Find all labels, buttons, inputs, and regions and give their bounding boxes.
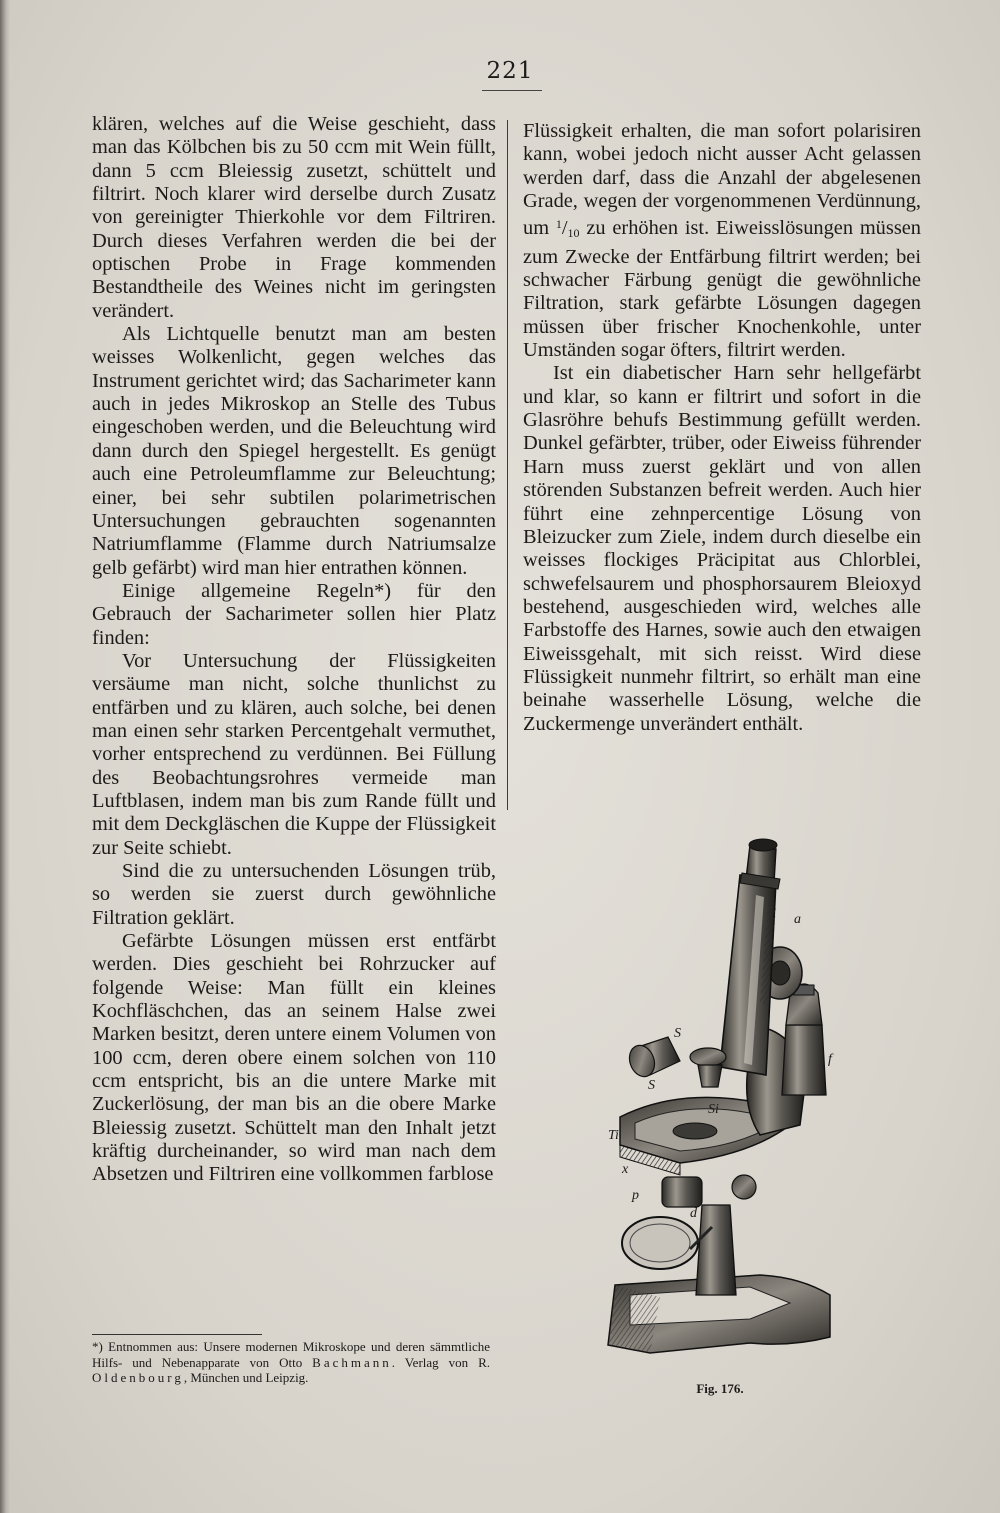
nosepiece-objectives <box>625 1037 726 1087</box>
left-paragraph-1: klären, welches auf die Weise geschieht, dass man das Kölbchen bis zu 50 ccm mit Wein füllt, dann 5 ccm Bleiessig zusetzt, schüttelt und filtrirt. Noch klarer wird derselbe durch Zusatz von gereinigter Thierkohle vor dem Filtriren. Durch dieses Verfahren werden die bei der optischen Probe in Frage kommenden Bestandtheile des Weines nicht im geringsten verändert. <box>92 113 496 322</box>
right-paragraph-1-text-b: zu erhöhen ist. Eiweisslösungen müssen zum Zwecke der Entfärbung filtrirt werden; bei schwacher Färbung genügt die gewöhnliche Filtration, stark gefärbte Lösungen dagegen müssen über frischer Knochenkohle, unter Umständen sogar öfters, filtrirt werden. <box>523 217 921 362</box>
figure-label-x: x <box>622 1162 629 1177</box>
body-tube <box>720 875 776 1075</box>
microscope-illustration <box>590 825 890 1385</box>
left-column <box>92 113 496 1187</box>
figure-label-si: Si <box>708 1102 719 1117</box>
figure-label-ti: Ti <box>608 1128 619 1143</box>
pillar-knob <box>732 1175 756 1199</box>
figure-caption: Fig. 176. <box>696 1381 744 1396</box>
eyepiece <box>740 839 780 889</box>
right-column <box>523 120 921 736</box>
footnote <box>92 1339 490 1386</box>
page-number: 221 <box>486 58 534 84</box>
left-paragraph-2: Als Lichtquelle benutzt man am besten weisses Wolkenlicht, gegen welches das Instrument gerichtet wird; das Sacharimeter kann auch in jedes Mikroskop an Stelle des Tubus eingeschoben werden, und die Beleuchtung wird dann durch den Spiegel hergestellt. Es genügt auch eine Petroleumflamme zur Beleuchtung; einer, bei sehr subtilen polarimetrischen Untersuchungen gebrauchten sogenannten Natriumflamme (Flamme durch Natriumsalze gelb gefärbt) wird man hier entrathen können. <box>92 323 496 579</box>
left-paragraph-5: Sind die zu untersuchenden Lösungen trüb, so werden sie zuerst durch gewöhnliche Filtration geklärt. <box>92 860 496 929</box>
left-paragraph-4: Vor Untersuchung der Flüssigkeiten versäume man nicht, solche thunlichst zu entfärben und zu klären, auch solche, bei denen man einen sehr starken Percentgehalt vermuthet, vorher entsprechend zu verdünnen. Bei Füllung des Beobachtungsrohres vermeide man Luftblasen, indem man bis zum Rande füllt und mit dem Deckgläschen die Kuppe der Flüssigkeit zur Seite schiebt. <box>92 649 496 859</box>
figure-label-p: p <box>632 1188 639 1203</box>
right-paragraph-2: Ist ein diabetischer Harn sehr hellgefärbt und klar, so kann er filtrirt und sofort in die Glasröhre behufs Bestimmung gefüllt werden. Dunkel gefärbter, trüber, oder Eiweiss führender Harn muss zuerst geklärt und von allen störenden Substanzen befreit werden. Auch hier führt eine zehnpercentige Lösung von Bleizucker zum Ziele, indem durch dieselbe ein weisses flockiges Präcipitat aus Chlorblei, schwefelsaurem und phosphorsaurem Bleioxyd bestehend, ausgeschieden wird, welches alle Farbstoffe des Harnes, sowie auch den etwaigen Eiweissgehalt, mit sich reisst. Wird diese Flüssigkeit nunmehr filtrirt, so erhält man eine beinahe wasserhelle Lösung, welche die Zuckermenge unverändert enthält. <box>523 362 921 735</box>
fine-focus-column <box>782 984 826 1095</box>
footnote-rule <box>92 1334 262 1335</box>
footnote-marker: *) <box>92 1339 103 1354</box>
microscope-pillar <box>696 1205 736 1295</box>
fraction-numerator: 1 <box>555 217 562 232</box>
figure-label-s-lower: S <box>648 1078 655 1093</box>
footnote-text-b: . Verlag von R. <box>391 1354 490 1370</box>
left-paragraph-6: Gefärbte Lösungen müssen erst entfärbt werden. Dies geschieht bei Rohrzucker auf folgende Weise: Man füllt ein kleines Kochfläschchen, das an seinem Halse zwei Marken besitzt, deren untere einem Volumen von 100 ccm, deren obere einem solchen von 110 ccm entspricht, bis an die untere Marke mit Zuckerlösung, der man bis an die obere Marke Bleiessig zusetzt. Schüttelt man den Inhalt jetzt kräftig durcheinander, so wird man nach dem Absetzen und Filtriren eine vollkommen farblose <box>92 930 496 1186</box>
figure-label-s-upper: S <box>674 1026 681 1041</box>
page-binding-edge <box>0 0 10 1513</box>
footnote-text-c: , München und Leipzig. <box>183 1370 309 1385</box>
right-paragraph-1: Flüssigkeit erhalten, die man sofort polarisiren kann, wobei jedoch nicht ausser Acht gelassen werden darf, dass die Anzahl der abgelesenen Grade, wegen der vorgenommenen Verdünnung, um $^1/_{10}$ zu erhöhen ist. Eiweisslösungen müssen zum Zwecke der Entfärbung filtrirt werden; bei schwacher Färbung genügt die gewöhnliche Filtration, stark gefärbte Lösungen dagegen müssen über frischer Knochenkohle, unter Umständen sogar öfters, filtrirt werden. <box>523 120 921 362</box>
footnote-text-a: Entnommen aus: Unsere modernen Mikroskope und deren sämmtliche Hilfs- und Nebenapparate von Otto <box>92 1339 490 1370</box>
figure-label-f: f <box>828 1052 832 1067</box>
right-paragraph-1-text-a: Flüssigkeit erhalten, die man sofort polarisiren kann, wobei jedoch nicht ausser Acht gelassen werden darf, dass die Anzahl der abgelesenen Grade, wegen der vorgenommenen Verdünnung, um <box>523 120 921 240</box>
figure-label-d: d <box>690 1206 697 1221</box>
fraction-denominator: 10 <box>567 226 580 241</box>
substage-condenser <box>662 1177 702 1207</box>
column-divider <box>507 120 508 810</box>
left-paragraph-3: Einige allgemeine Regeln*) für den Gebrauch der Sacharimeter sollen hier Platz finden: <box>92 579 496 649</box>
footnote-author: Bachmann <box>312 1354 392 1370</box>
page-number-rule <box>482 90 542 91</box>
figure-label-a: a <box>794 912 801 927</box>
footnote-publisher: Oldenbourg <box>92 1370 184 1385</box>
